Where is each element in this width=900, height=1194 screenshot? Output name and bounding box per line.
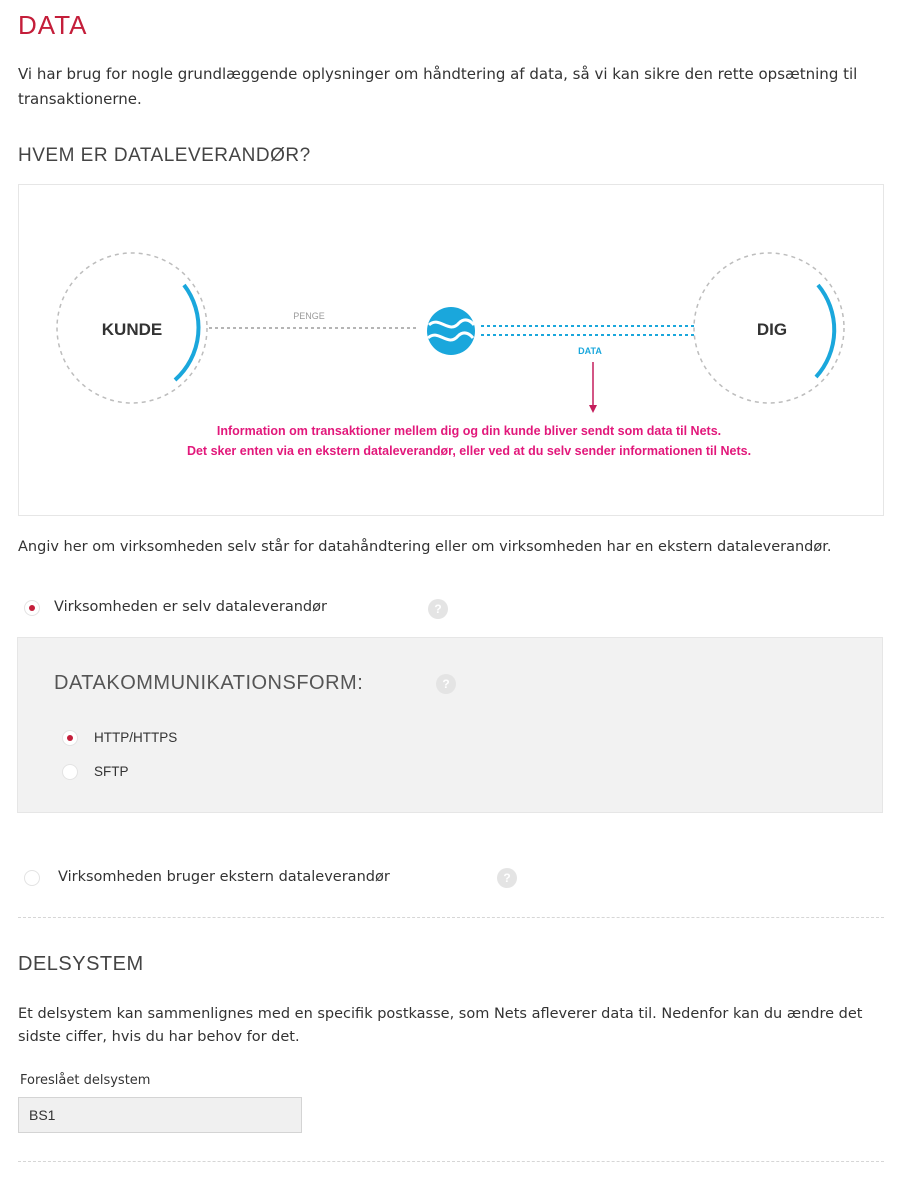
page-title: DATA — [18, 10, 88, 40]
option-sftp[interactable] — [58, 761, 258, 785]
option-external-radio[interactable] — [24, 870, 40, 886]
data-flow-diagram — [18, 184, 884, 516]
provider-heading: HVEM ER DATALEVERANDØR? — [18, 145, 311, 166]
option-external-label: Virksomheden bruger ekstern dataleverandør — [58, 869, 390, 885]
nets-logo-icon — [427, 307, 475, 355]
bottom-divider — [18, 1161, 884, 1162]
help-icon-comm-form[interactable]: ? — [436, 674, 456, 694]
help-icon-external-provider[interactable]: ? — [497, 868, 517, 888]
subsystem-description: Et delsystem kan sammenlignes med en specifik postkasse, som Nets afleverer data til. Nedenfor kan du ændre det sidste ciffer, hvis du har behov for det. — [18, 1006, 863, 1045]
help-icon-self-provider[interactable]: ? — [428, 599, 448, 619]
comm-heading: DATAKOMMUNIKATIONSFORM: — [54, 672, 364, 694]
data-label: DATA — [578, 346, 602, 356]
data-arrow-head — [589, 405, 597, 413]
kunde-label: KUNDE — [101, 320, 163, 339]
option-http[interactable] — [58, 727, 258, 751]
option-external-provider[interactable] — [20, 867, 490, 891]
option-sftp-label: SFTP — [94, 764, 129, 779]
subsystem-input[interactable]: BS1 — [18, 1097, 302, 1133]
dig-label: DIG — [756, 320, 788, 339]
diagram-caption-1: Information om transaktioner mellem dig og din kunde bliver sendt som data til Nets. — [216, 424, 722, 438]
option-http-radio[interactable] — [62, 730, 78, 746]
option-self-provider[interactable] — [20, 597, 460, 621]
option-self-radio[interactable] — [24, 600, 40, 616]
subsystem-field-label: Foreslået delsystem — [20, 1073, 151, 1088]
section-divider — [18, 917, 884, 918]
option-http-label: HTTP/HTTPS — [94, 730, 178, 745]
dig-arc — [816, 285, 834, 377]
provider-instruction: Angiv her om virksomheden selv står for datahåndtering eller om virksomheden har en ekstern dataleverandør. — [18, 539, 832, 555]
kunde-arc — [175, 285, 199, 380]
subsystem-heading: DELSYSTEM — [18, 953, 144, 975]
option-sftp-radio[interactable] — [62, 764, 78, 780]
money-label: PENGE — [293, 311, 325, 321]
communication-form-panel — [17, 637, 883, 813]
diagram-caption-2: Det sker enten via en ekstern dataleverandør, eller ved at du selv sender informationen til Nets. — [186, 444, 752, 458]
intro-text: Vi har brug for nogle grundlæggende oplysninger om håndtering af data, så vi kan sikre den rette opsætning til transaktionerne. — [18, 65, 858, 108]
option-self-label: Virksomheden er selv dataleverandør — [54, 599, 327, 615]
